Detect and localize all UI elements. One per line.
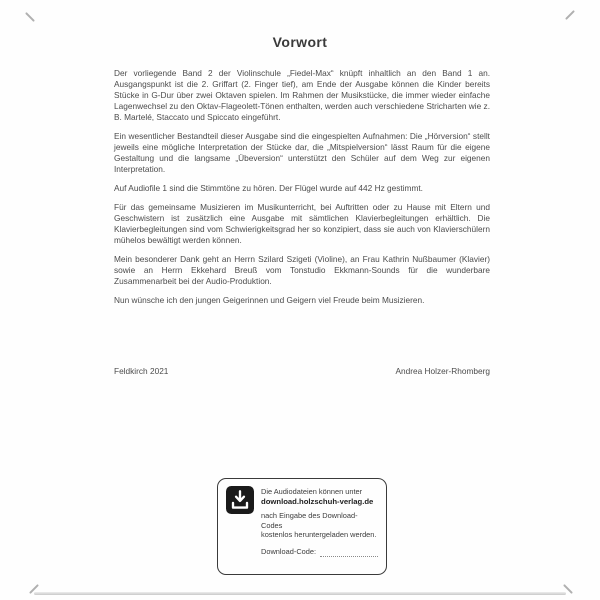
page-edge-shadow (34, 592, 566, 595)
paragraph: Auf Audiofile 1 sind die Stimmtöne zu hören. Der Flügel wurde auf 442 Hz gestimmt. (114, 183, 423, 193)
paragraph: Für das gemeinsame Musizieren im Musikunterricht, bei Auftritten oder zu Hause mit Eltern und Geschwistern ist zusätzlich eine Ausgabe mit sämtlichen Klavierbegleitungen erhältlich. Die Klavierbegleitungen sind vom Schwierigkeitsgrad her so konzipiert, dass sie auch von Klavierschülern mühelos bewältigt werden können. (114, 202, 490, 245)
paragraph: Ein wesentlicher Bestandteil dieser Ausgabe sind die eingespielten Aufnahmen: Die „Hörversion“ stellt jeweils eine mögliche Interpretation der Stücke dar, die „Mitspielversion“ lässt Raum für die eigene Gestaltung und die langsame „Übeversion“ unterstützt den Schüler auf dem Weg zur eigenen Interpretation. (114, 131, 490, 174)
paragraph: Nun wünsche ich den jungen Geigerinnen und Geigern viel Freude beim Musizieren. (114, 295, 425, 305)
download-line2: nach Eingabe des Download-Codes (261, 511, 358, 530)
place-date: Feldkirch 2021 (114, 366, 169, 376)
author-name: Andrea Holzer-Rhomberg (395, 366, 490, 376)
download-line1: Die Audiodateien können unter (261, 487, 363, 496)
download-icon (226, 486, 254, 514)
download-code-label: Download-Code: (261, 547, 317, 557)
paragraph: Der vorliegende Band 2 der Violinschule „Fiedel-Max“ knüpft inhaltlich an den Band 1 an. Ausgangspunkt ist die 2. Griffart (2. Finger tief), am Ende der Ausgabe können die Kinder bereits Stücke in G-Dur über zwei Oktaven spielen. Im Rahmen der Musikstücke, die immer wieder einfache Lagenwechsel zu den Oktav-Flageolett-Tönen enthalten, werden auch verschiedene Stricharten wie z. B. Martelé, Staccato und Spiccato eingeführt. (114, 68, 490, 122)
page-corner-mark (565, 10, 575, 20)
preface-text (114, 68, 490, 314)
page-title: Vorwort (272, 34, 328, 50)
signature-row (114, 366, 490, 376)
download-url: download.holzschuh-verlag.de (261, 496, 374, 506)
page-corner-mark (25, 12, 35, 22)
download-info-box (217, 478, 387, 575)
paragraph: Mein besonderer Dank geht an Herrn Szilard Szigeti (Violine), an Frau Kathrin Nußbaumer (Klavier) sowie an Herrn Ekkehard Breuß vom Tonstudio Ekkmann-Sounds für die wunderbare Zusammenarbeit bei der Audio-Produktion. (114, 254, 490, 286)
download-line3: kostenlos heruntergeladen werden. (261, 530, 377, 540)
download-text (261, 486, 378, 568)
download-code-row (261, 547, 378, 557)
download-code-blank-field (320, 547, 378, 557)
